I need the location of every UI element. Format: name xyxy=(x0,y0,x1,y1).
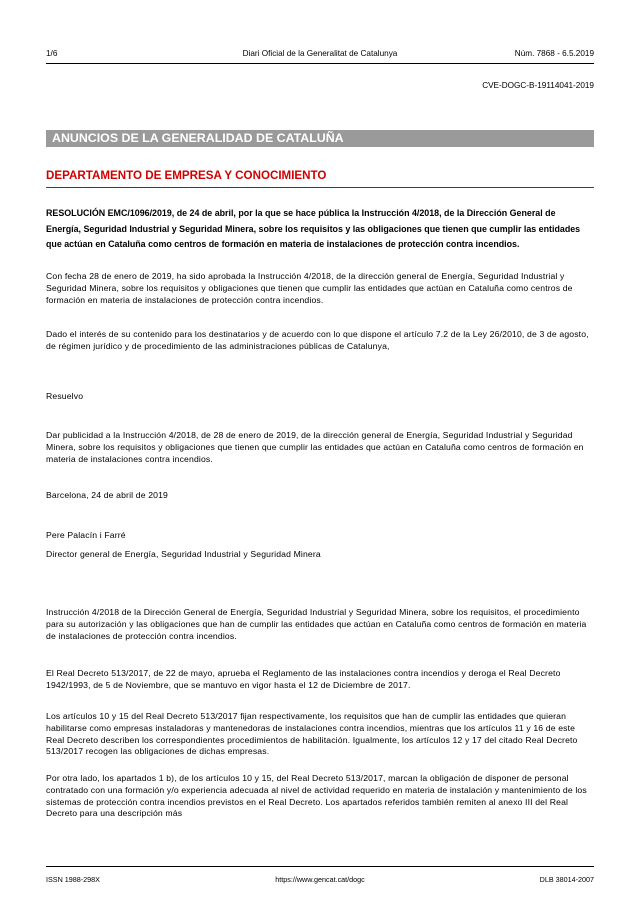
signatory-name: Pere Palacín i Farré xyxy=(46,530,126,540)
paragraph-3: Dar publicidad a la Instrucción 4/2018, de 28 de enero de 2019, de la dirección general de Energía, Seguridad Industrial y Seguridad Minera, sobre los requisitos y obligaciones que tienen que cumplir las entidades que actúan en Cataluña como centros de formación en materia de instalaciones contra incendios. xyxy=(46,430,584,464)
publication-title: Diari Oficial de la Generalitat de Catalunya xyxy=(242,49,398,58)
cve-code: CVE-DOGC-B-19114041-2019 xyxy=(482,81,594,90)
resolution-title: RESOLUCIÓN EMC/1096/2019, de 24 de abril, por la que se hace pública la Instrucción 4/2018, de la Dirección General de Energía, Seguridad Industrial y Seguridad Minera, sobre los requisitos y las obligaciones que tienen que cumplir las entidades que actúan en Cataluña como centros de formación en materia de instalaciones de protección contra incendios. xyxy=(46,208,581,249)
footer-rule xyxy=(46,866,594,867)
department-rule xyxy=(46,187,594,188)
paragraph-5: Los artículos 10 y 15 del Real Decreto 513/2017 fijan respectivamente, los requisitos que han de cumplir las entidades que quieran habilitarse como empresas instaladoras y mantenedoras de instalaciones contra incendios, mientras que los artículos 11 y 16 de este Real Decreto describen los correspondientes procedimientos de habilitación. Igualmente, los artículos 12 y 17 del citado Real Decreto 513/2017 recogen las obligaciones de dichas empresas. xyxy=(46,711,578,757)
paragraph-1: Con fecha 28 de enero de 2019, ha sido aprobada la Instrucción 4/2018, de la dirección general de Energía, Seguridad Industrial y Seguridad Minera, sobre los requisitos y obligaciones que tienen que cumplir las entidades que actúan en Cataluña como centros de formación en materia de instalaciones de protección contra incendios. xyxy=(46,271,573,305)
footer-url[interactable]: https://www.gencat.cat/dogc xyxy=(275,875,365,884)
resuelvo: Resuelvo xyxy=(46,391,84,401)
signatory-role: Director general de Energía, Seguridad Industrial y Seguridad Minera xyxy=(46,549,321,559)
issn: ISSN 1988-298X xyxy=(46,875,100,884)
issue-number: Núm. 7868 - 6.5.2019 xyxy=(514,49,594,58)
legal-deposit: DLB 38014-2007 xyxy=(539,875,594,884)
section-banner: ANUNCIOS DE LA GENERALIDAD DE CATALUÑA xyxy=(46,130,594,147)
paragraph-4: El Real Decreto 513/2017, de 22 de mayo, aprueba el Reglamento de las instalaciones contra incendios y deroga el Real Decreto 1942/1993, de 5 de Noviembre, que se mantuvo en vigor hasta el 12 de Diciembre de 2017. xyxy=(46,668,561,690)
instruction-title: Instrucción 4/2018 de la Dirección General de Energía, Seguridad Industrial y Seguridad Minera, sobre los requisitos, el procedimiento para su autorización y las obligaciones que han de cumplir las entidades que actúan en Cataluña como centros de formación en materia de instalaciones de protección contra incendios. xyxy=(46,607,587,641)
paragraph-2: Dado el interés de su contenido para los destinatarios y de acuerdo con lo que dispone el artículo 7.2 de la Ley 26/2010, de 3 de agosto, de régimen jurídico y de procedimiento de las administraciones públicas de Catalunya, xyxy=(46,329,589,351)
page-number: 1/6 xyxy=(46,49,58,58)
department-heading: DEPARTAMENTO DE EMPRESA Y CONOCIMIENTO xyxy=(46,169,327,182)
place-date: Barcelona, 24 de abril de 2019 xyxy=(46,490,168,500)
paragraph-6: Por otra lado, los apartados 1 b), de los artículos 10 y 15, del Real Decreto 513/2017, marcan la obligación de disponer de personal contratado con una formación y/o experiencia adecuada al nivel de actividad requerido en materia de instalación y mantenimiento de los sistemas de protección contra incendios previstos en el Real Decreto. Los apartados referidos también remiten al anexo III del Real Decreto para una descripción más xyxy=(46,773,587,819)
header-rule xyxy=(46,63,594,64)
